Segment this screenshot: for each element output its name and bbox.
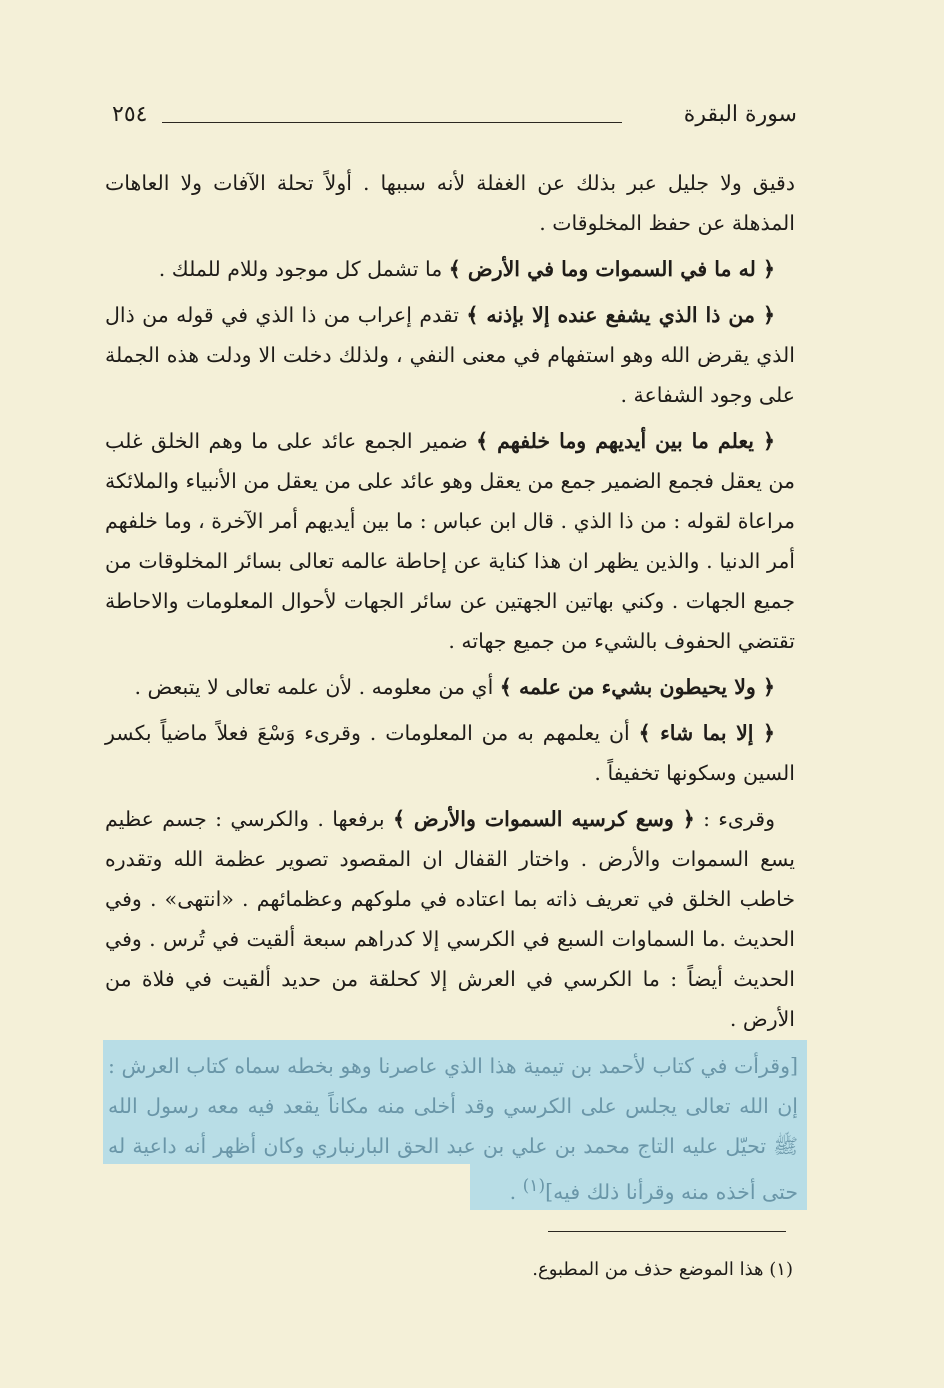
verse-paragraph [105, 667, 795, 707]
footnote: (١) هذا الموضع حذف من المطبوع. [532, 1259, 793, 1280]
commentary: أن يعلمهم به من المعلومات . وقرىء وَسْعَ فعلاً ماضياً بكسر السين وسكونها تخفيفاً . [105, 721, 795, 785]
commentary: تقدم إعراب من ذا الذي في قوله من ذال الذي يقرض الله وهو استفهام في معنى النفي ، ولذلك دخلت الا ودلت هذه الجملة على وجود الشفاعة . [105, 303, 795, 407]
commentary: ضمير الجمع عائد على ما وهم الخلق غلب من يعقل فجمع الضمير جمع من يعقل وهو عائد على من يعقل من الأنبياء والملائكة مراعاة لقوله : من ذا الذي . قال ابن عباس : ما بين أيديهم أمر الآخرة ، وما خلفهم أمر الدنيا . والذين يظهر ان هذا كناية عن إحاطة عالمه تعالى بسائر المخلوقات من جميع الجهات . وكني بهاتين الجهتين عن سائر الجهات لأحوال المعلومات والاحاطة تقتضي الحفوف بالشيء من جميع جهاته . [105, 429, 795, 653]
footnote-rule [548, 1231, 786, 1232]
verse-paragraph [105, 421, 795, 661]
highlighted-passage: [وقرأت في كتاب لأحمد بن تيمية هذا الذي عاصرنا وهو بخطه سماه كتاب العرش : إن الله تعالى يجلس على الكرسي وقد أخلى منه مكاناً يقعد فيه معه رسول الله ﷺ تحيّل عليه التاج محمد بن علي بن عبد الحق البارنباري وكان أظهر أنه داعية له حتى أخذه منه وقرأنا ذلك فيه]$^{(١)}$ . [108, 1054, 798, 1204]
header-rule [162, 122, 622, 123]
paragraph: دقيق ولا جليل عبر بذلك عن الغفلة لأنه سببها . أولاً تحلة الآفات ولا العاهات المذهلة عن حفظ المخلوقات . [105, 171, 795, 235]
page-number: ٢٥٤ [112, 102, 148, 127]
footnote-ref: (١) [522, 1176, 546, 1196]
reading-prefix: وقرىء : [703, 807, 775, 831]
commentary: ما تشمل كل موجود وللام للملك . [158, 257, 443, 281]
quran-verse: ﴿ وسع كرسيه السموات والأرض ﴾ [392, 807, 695, 831]
verse-paragraph [105, 713, 795, 793]
page-header [112, 100, 797, 134]
quran-verse: ﴿ له ما في السموات وما في الأرض ﴾ [448, 257, 775, 281]
commentary: أي من معلومه . لأن علمه تعالى لا يتبعض . [134, 675, 494, 699]
verse-paragraph [105, 799, 795, 1039]
quran-verse: ﴿ يعلم ما بين أيديهم وما خلفهم ﴾ [476, 429, 775, 453]
main-text [105, 163, 795, 1045]
quran-verse: ﴿ ولا يحيطون بشيء من علمه ﴾ [499, 675, 775, 699]
verse-paragraph [105, 295, 795, 415]
surah-title: سورة البقرة [683, 102, 797, 127]
quran-verse: ﴿ إلا بما شاء ﴾ [638, 721, 775, 745]
verse-paragraph [105, 249, 795, 289]
commentary: برفعها . والكرسي : جسم عظيم يسع السموات والأرض . واختار القفال ان المقصود تصوير عظمة الله وتقدره خاطب الخلق في تعريف ذاته بما اعتاده في ملوكهم وعظمائهم . «انتهى» . وفي الحديث .ما السماوات السبع في الكرسي إلا كدراهم سبعة ألقيت في تُرس . وفي الحديث أيضاً : ما الكرسي في العرش إلا كحلقة من حديد ألقيت في فلاة من الأرض . [105, 807, 795, 1031]
highlighted-text: [وقرأت في كتاب لأحمد بن تيمية هذا الذي عاصرنا وهو بخطه سماه كتاب العرش : إن الله تعالى يجلس على الكرسي وقد أخلى منه مكاناً يقعد فيه معه رسول الله ﷺ تحيّل عليه التاج محمد بن علي بن عبد الحق البارنباري وكان أظهر أنه داعية له حتى أخذه منه وقرأنا ذلك فيه] [108, 1054, 798, 1204]
quran-verse: ﴿ من ذا الذي يشفع عنده إلا بإذنه ﴾ [466, 303, 775, 327]
